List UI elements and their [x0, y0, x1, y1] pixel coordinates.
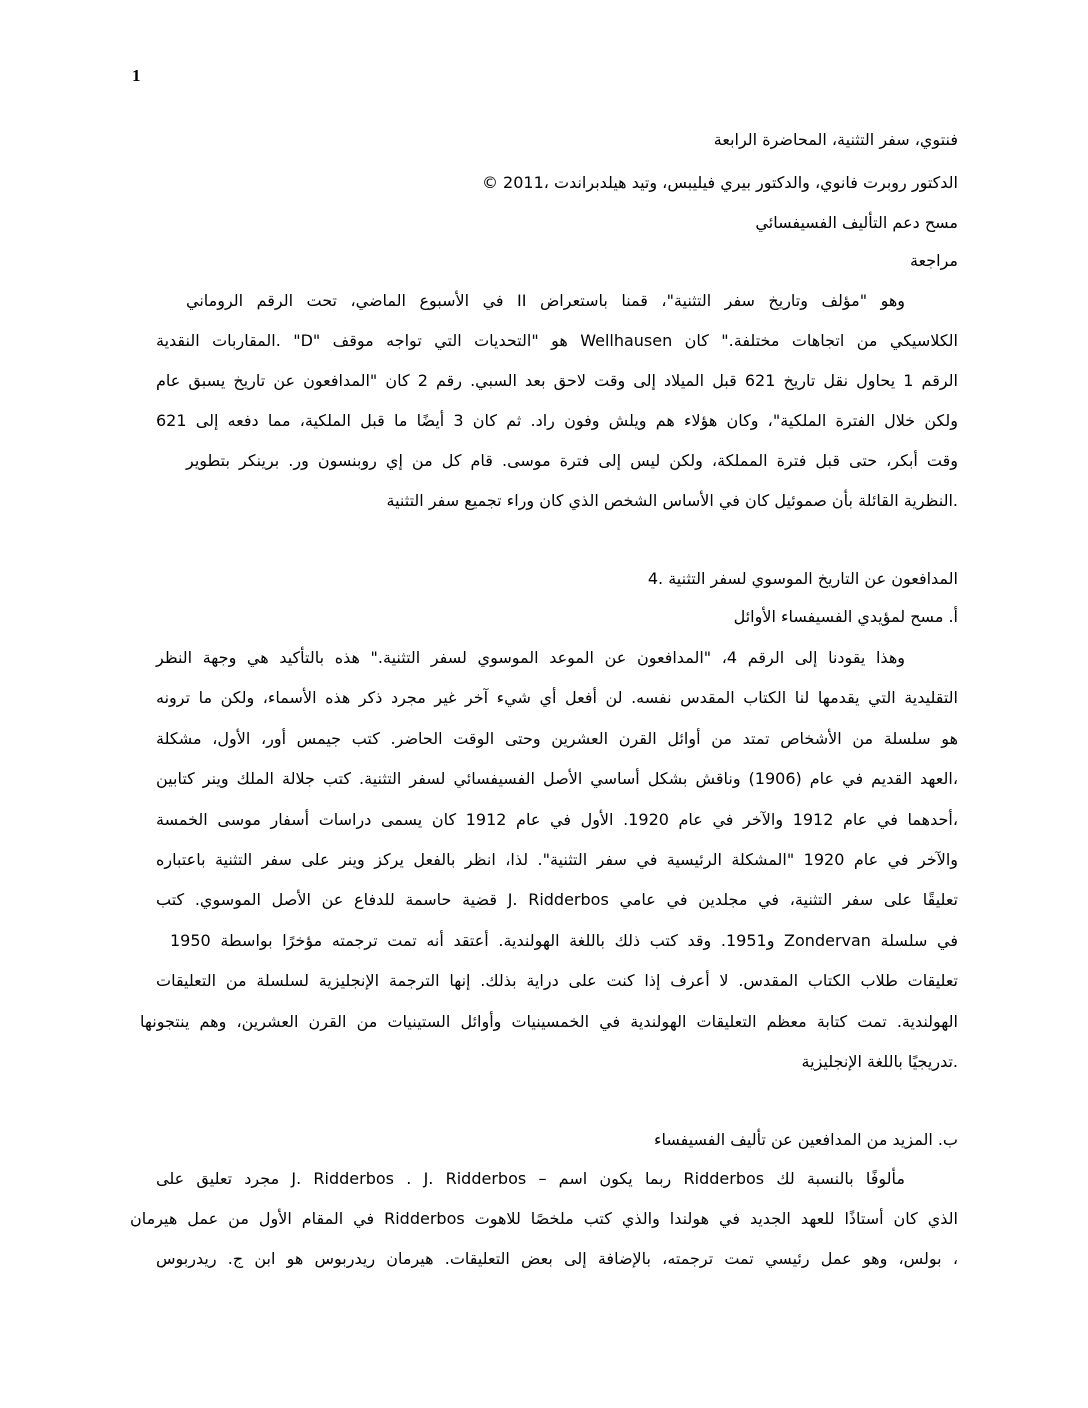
review-line: .النظرية القائلة بأن صموئيل كان في الأساس الشخص الذي كان وراء تجميع سفر التثنية — [386, 491, 958, 510]
section-4-line: التقليدية التي يقدمها لنا الكتاب المقدس نفسه. لن أفعل أي شيء آخر غير مجرد ذكر هذه الأسماء، ولكن ما ترونه — [156, 688, 958, 707]
doc-title: فنتوي، سفر التثنية، المحاضرة الرابعة — [713, 130, 958, 149]
section-4-line: ،العهد القديم في عام (1906) وناقش بشكل أساسي الأصل الفسيفسائي لسفر التثنية. كتب جلالة الملك وينر كتابين — [156, 769, 958, 788]
doc-authors: الدكتور روبرت فانوي، والدكتور بيري فيليبس، وتيد هيلدبراندت ،2011 © — [481, 173, 958, 192]
section-b-heading: ب. المزيد من المدافعين عن تأليف الفسيفساء — [653, 1130, 958, 1149]
section-4-line: في سلسلة Zondervan و1951. وقد كتب ذلك باللغة الهولندية. أعتقد أنه تمت ترجمته مؤخرًا بواسطة 1950 — [170, 931, 959, 950]
section-4-line: تعليقات طلاب الكتاب المقدس. لا أعرف إذا كنت على دراية بذلك. إنها الترجمة الإنجليزية لسلسلة من التعليقات — [156, 971, 958, 990]
section-4-line: ،أحدهما في عام 1912 والآخر في عام 1920. الأول في عام 1912 كان يسمى دراسات أسفار موسى الخمسة — [156, 810, 959, 829]
section-4a-heading: أ. مسح لمؤيدي الفسيفساء الأوائل — [733, 607, 958, 626]
section-4-line: تعليقًا على سفر التثنية، في مجلدين في عامي J. Ridderbos قضية حاسمة للدفاع عن الأصل الموسوي. كتب — [156, 890, 958, 909]
section-4-heading: المدافعون عن التاريخ الموسوي لسفر التثنية .4 — [647, 569, 958, 588]
review-line: وقت أبكر، حتى قبل فترة المملكة، ولكن ليس إلى فترة موسى. قام كل من إي روبنسون ور. برينكر بتطوير — [186, 451, 958, 470]
section-b-line: ، بولس، وهو عمل رئيسي تمت ترجمته، بالإضافة إلى بعض التعليقات. هيرمان ريدربوس هو ابن ج. ريدربوس — [156, 1249, 958, 1268]
section-4-line: هو سلسلة من الأشخاص تمتد من أوائل القرن العشرين وحتى الوقت الحاضر. كتب جيمس أور، الأول، مشكلة — [156, 729, 958, 748]
section-4-line: .تدريجيًا باللغة الإنجليزية — [801, 1052, 958, 1071]
section-4-line: وهذا يقودنا إلى الرقم 4، "المدافعون عن الموعد الموسوي لسفر التثنية." هذه بالتأكيد هي وجهة النظر — [156, 648, 905, 667]
review-line: الرقم 1 يحاول نقل تاريخ 621 قبل الميلاد إلى وقت لاحق بعد السبي. رقم 2 كان "المدافعون عن تاريخ يسبق عام — [156, 371, 958, 390]
doc-subtitle: مسح دعم التأليف الفسيفسائي — [755, 213, 958, 232]
review-line: وهو "مؤلف وتاريخ سفر التثنية"، قمنا باستعراض II في الأسبوع الماضي، تحت الرقم الروماني — [186, 291, 905, 310]
review-heading: مراجعة — [909, 251, 958, 270]
section-b-line: الذي كان أستاذًا للعهد الجديد في هولندا والذي كتب ملخصًا للاهوت Ridderbos في المقام الأول من عمل هيرمان — [130, 1209, 958, 1228]
section-4-line: والآخر في عام 1920 "المشكلة الرئيسية في سفر التثنية". لذا، انظر بالفعل يركز وينر على سفر التثنية باعتباره — [156, 850, 959, 869]
review-line: الكلاسيكي من اتجاهات مختلفة." كان Wellhausen هو "التحديات التي تواجه موقف "D" .المقاربات النقدية — [156, 331, 958, 350]
section-b-line: مألوفًا بالنسبة لك Ridderbos ربما يكون اسم – J. Ridderbos . J. Ridderbos مجرد تعليق على — [156, 1169, 905, 1188]
page-number: 1 — [132, 66, 141, 85]
review-line: ولكن خلال الفترة الملكية"، وكان هؤلاء هم ويلش وفون راد. ثم كان 3 أيضًا ما قبل الملكية، مما دفعه إلى 621 — [156, 411, 958, 430]
section-4-line: الهولندية. تمت كتابة معظم التعليقات الهولندية في الخمسينيات وأوائل الستينيات من القرن العشرين، وهم ينتجونها — [140, 1012, 958, 1031]
